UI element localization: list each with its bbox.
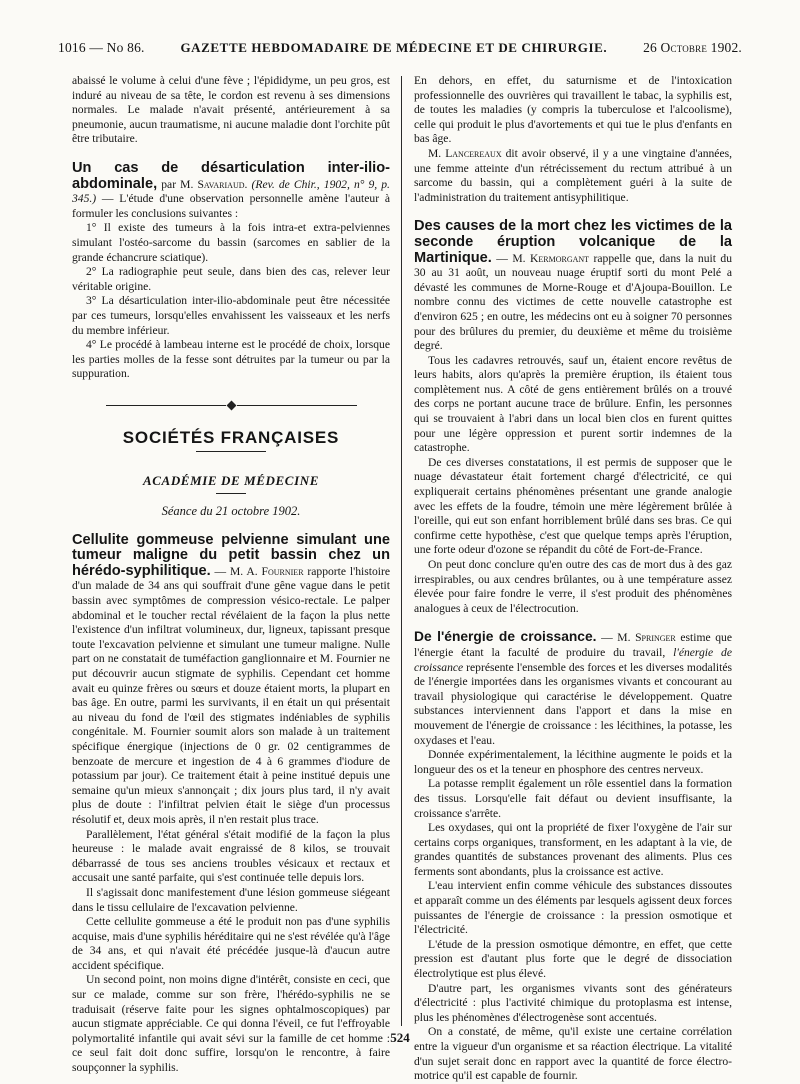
left-column bbox=[72, 74, 390, 1075]
article-heading: De l'énergie de croissance. — M. Springer estime que l'énergie étant la faculté de produire du travail, l'énergie de croissance représente l'ensemble des forces et les diverses modalités de l'énergie importées dans les organismes vivants et concourant au travail physiologique qui caractérise le développement. Quatre substances interviennent dans l'apport et dans la mise en mouvement de l'énergie de croissance : les lécithines, la potasse, les oxydases et l'eau. bbox=[414, 629, 733, 747]
continued-paragraph: En dehors, en effet, du saturnisme et de l'intoxication professionnelle des ouvrières qui travaillent le tabac, la syphilis est, de toutes les maladies (y compris la tuberculose et l'alcoolisme), celle qui produit le plus d'avortements et qui tue le plus d'enfants en bas âge. bbox=[414, 74, 732, 146]
running-header bbox=[58, 40, 742, 60]
article-title: Des causes de la mort chez les victimes de la seconde éruption volcanique de la Martinique. bbox=[414, 218, 732, 266]
article-heading: Des causes de la mort chez les victimes de la seconde éruption volcanique de la Martinique. — M. Kermorgant rappelle que, dans la nuit du 30 au 31 août, un nouveau nuage éruptif sorti du mont Pelé a dévasté les communes de Morne-Rouge et d'Ajoupa-Bouillon. Le nombre connu des victimes de cette nouvelle catastrophe est d'environ 625 ; en outre, les médecins ont eu à soigner 70 personnes pour des brûlures du premier, du deuxième et même du troisième degré. bbox=[414, 218, 732, 353]
article-author: Springer bbox=[635, 631, 676, 645]
section-title: SOCIÉTÉS FRANÇAISES bbox=[122, 427, 340, 447]
article-author: Fournier bbox=[261, 564, 304, 578]
list-item: 3° La désarticulation inter-ilio-abdominale peut être nécessitée par ces tumeurs, lorsqu'elles envahissent les vaisseaux et les nerfs du membre inférieur. bbox=[72, 294, 390, 337]
article-desarticulation bbox=[72, 161, 390, 382]
body-paragraph: Tous les cadavres retrouvés, sauf un, étaient encore revêtus de leurs habits, alors qu'après la première éruption, ils étaient tous complètement nus. A côté de gens entièrement brûlés on a trouvé des corps ne portant aucune trace de brûlure. Enfin, les personnes qui se trouvaient à l'abri dans un local bien clos en furent quittes pour une légère oppression et purent sortir indemnes de la catastrophe. bbox=[414, 353, 732, 455]
body-paragraph: Donnée expérimentalement, la lécithine augmente le poids et la longueur des os et la teneur en phosphore des centres nerveux. bbox=[414, 748, 732, 776]
session-date: Séance du 21 octobre 1902. bbox=[161, 504, 301, 519]
article-heading: Cellulite gommeuse pelvienne simulant une tumeur maligne du petit bassin chez un hérédo-syphilitique. — M. A. Fournier rapporte l'histoire d'un malade de 34 ans qui souffrait d'une gêne vague dans le petit bassin avec symptômes de compression vésico-rectale. Le palper abdominal et le toucher rectal révélaient de la façon la plus nette l'existence d'un infiltrat volumineux, dur, ligneux, tapissant presque toute l'excavation pelvienne et simulant une tumeur maligne. Nulle part on ne constatait de tuméfaction ganglionnaire et M. Fournier ne put découvrir aucun stigmate de syphilis. Cependant cet homme avait eu quinze frères ou sœurs et douze étaient morts, la plupart en bas âge. En outre, parmi les survivants, il en était un qui présentait au niveau du fond de l'œil des stigmates indéniables de syphilis congénitale. M. Fournier soumit alors son malade à un traitement spécifique énergique (injections de 0 gr. 02 centigrammes de benzoate de mercure et ingestion de 4 à 6 grammes d'iodure de potassium par jour). Ce traitement était à peine institué depuis une semaine qu'un mieux s'annonçait ; dix jours plus tard, il n'y avait plus de doute : l'infiltrat pelvien était le siège d'un processus résolutif et, deux mois après, il n'en restait plus trace. bbox=[72, 531, 390, 826]
right-column bbox=[414, 74, 733, 1083]
article-reference: (Rev. de Chir., 1902, n° 9, p. 345.) bbox=[72, 177, 390, 206]
section-underline bbox=[196, 451, 266, 452]
article-energie bbox=[414, 630, 732, 1083]
body-paragraph: Un second point, non moins digne d'intérêt, consiste en ceci, que sur ce malade, comme sur son frère, l'hérédo-syphilis ne se traduisait (réserve faite pour les signes ophtalmoscopiques) par aucun stigmate appréciable. Ce qui donna l'éveil, ce fut l'effroyable polymortalité infantile qui avait sévi sur la famille de cet homme : ce seul fait doit donc suffire, lorsqu'on le rencontre, à faire soupçonner la syphilis. bbox=[72, 973, 390, 1075]
body-paragraph: D'autre part, les organismes vivants sont des générateurs d'électricité : plus l'activité chimique du protoplasma est intense, plus les phénomènes d'électrogenèse sont accentués. bbox=[414, 981, 732, 1024]
issue-date: 26 Octobre 1902. bbox=[643, 40, 742, 55]
conclusions-list bbox=[72, 221, 390, 382]
article-martinique bbox=[414, 219, 732, 616]
body-paragraph: Il s'agissait donc manifestement d'une lésion gommeuse siégeant dans le tissu cellulaire de l'excavation pelvienne. bbox=[72, 885, 390, 914]
article-author: Savariaud. bbox=[197, 177, 248, 191]
list-item: 2° La radiographie peut seule, dans bien des cas, relever leur véritable origine. bbox=[72, 265, 390, 293]
body-paragraph: Cette cellulite gommeuse a été le produit non pas d'une syphilis acquise, mais d'une syphilis héréditaire qui ne s'est révélée qu'à l'âge de 34 ans, et qui n'avait été précédée jusque-là d'aucun autre accident spécifique. bbox=[72, 915, 390, 972]
society-name: ACADÉMIE DE MÉDECINE bbox=[143, 473, 319, 489]
body-paragraph: L'étude de la pression osmotique démontre, en effet, que cette pression est d'autant plus forte que le degré de dissociation électrolytique est plus élevé. bbox=[414, 937, 732, 981]
article-cellulite bbox=[72, 533, 390, 1076]
body-paragraph: On a constaté, de même, qu'il existe une certaine corrélation entre la vigueur d'un organisme et sa réaction électrique. La vitalité d'un sujet serait donc en rapport avec la quantité de force électro-motrice qu'il est capable de fournir. bbox=[414, 1025, 732, 1083]
list-item: 4° Le procédé à lambeau interne est le procédé de choix, lorsque les parties molles de la fesse sont détruites par la tumeur ou par la suppuration. bbox=[72, 338, 390, 381]
body-paragraph: La potasse remplit également un rôle essentiel dans la formation des tissus. Lorsqu'elle fait défaut ou devient insuffisante, la croissance s'arrête. bbox=[414, 777, 732, 820]
continued-paragraph: abaissé le volume à celui d'une fève ; l'épididyme, un peu gros, est induré au niveau de sa tête, le cordon est revenu à ses dimensions normales. Le malade n'avait présenté, antérieurement à sa pneumonie, aucun traumatisme, ni aucune maladie dont l'orchite pût être tributaire. bbox=[72, 74, 390, 146]
section-divider bbox=[72, 402, 390, 409]
body-paragraph: Parallèlement, l'état général s'était modifié de la façon la plus heureuse : le malade avait engraissé de 8 kilos, se trouvait débarrassé de tous ses anciens troubles vésicaux et rectaux et accusait une santé parfaite, qui s'est continuée telle depuis lors. bbox=[72, 827, 390, 885]
folio-number: 524 bbox=[390, 1030, 410, 1045]
body-paragraph: De ces diverses constatations, il est permis de supposer que le nuage dévastateur était fortement chargé d'électricité, ce qui expliquerait certains phénomènes présentant une grande analogie avec les effets de la foudre, témoin une mère légèrement brûlée à l'oreille, qui eut son enfant horriblement brûlé dans ses bras. Ce qui confirme cette hypothèse, c'est que quelque temps après l'éruption, une forte odeur d'ozone se répandit du côté de Fort-de-France. bbox=[414, 455, 732, 557]
body-paragraph: Les oxydases, qui ont la propriété de fixer l'oxygène de l'air sur certains corps organiques, transforment, en les adaptant à la vie, de grandes quantités de substances provenant des aliments. Plus ces ferments sont abondants, plus la croissance est active. bbox=[414, 821, 732, 878]
page-number: 1016 — No 86. bbox=[58, 40, 145, 55]
journal-title: GAZETTE HEBDOMADAIRE DE MÉDECINE ET DE CHIRURGIE. bbox=[180, 40, 608, 55]
column-rule bbox=[401, 76, 402, 1026]
body-paragraph: L'eau intervient enfin comme véhicule des substances dissoutes et apparaît comme un des éléments par lesquels agissent deux forces puissantes de l'énergie de croissance : la pression osmotique et l'électricité. bbox=[414, 879, 732, 937]
article-title: De l'énergie de croissance. bbox=[414, 629, 597, 645]
body-paragraph: M. Lancereaux dit avoir observé, il y a une vingtaine d'années, une femme atteinte d'un rétrécissement du rectum attribué à un sarcome du bassin, qui a complètement guéri à la suite de l'administration du traitement antisyphilitique. bbox=[414, 146, 733, 204]
body-paragraph: On peut donc conclure qu'en outre des cas de mort dus à des gaz irrespirables, ou aux cendres brûlantes, ou à une température assez élevée pour faire fondre le verre, il s'est produit des phénomènes analogues à ceux de l'électrocution. bbox=[414, 558, 732, 615]
speaker-name: Lancereaux bbox=[445, 146, 502, 160]
article-title: Un cas de désarticulation inter-ilio-abdominale, bbox=[72, 159, 390, 192]
article-heading: Un cas de désarticulation inter-ilio-abdominale, par M. Savariaud. (Rev. de Chir., 1902, n° 9, p. 345.) — L'étude d'une observation personnelle amène l'auteur à formuler les conclusions suivantes : bbox=[72, 159, 390, 220]
list-item: 1° Il existe des tumeurs à la fois intra-et extra-pelviennes simulant l'ostéo-sarcome du bassin (sarcomes en sablier de la grande échancrure sciatique). bbox=[72, 221, 390, 264]
article-author: Kermorgant bbox=[530, 251, 590, 265]
article-title: Cellulite gommeuse pelvienne simulant une tumeur maligne du petit bassin chez un hérédo-syphilitique. bbox=[72, 531, 390, 579]
